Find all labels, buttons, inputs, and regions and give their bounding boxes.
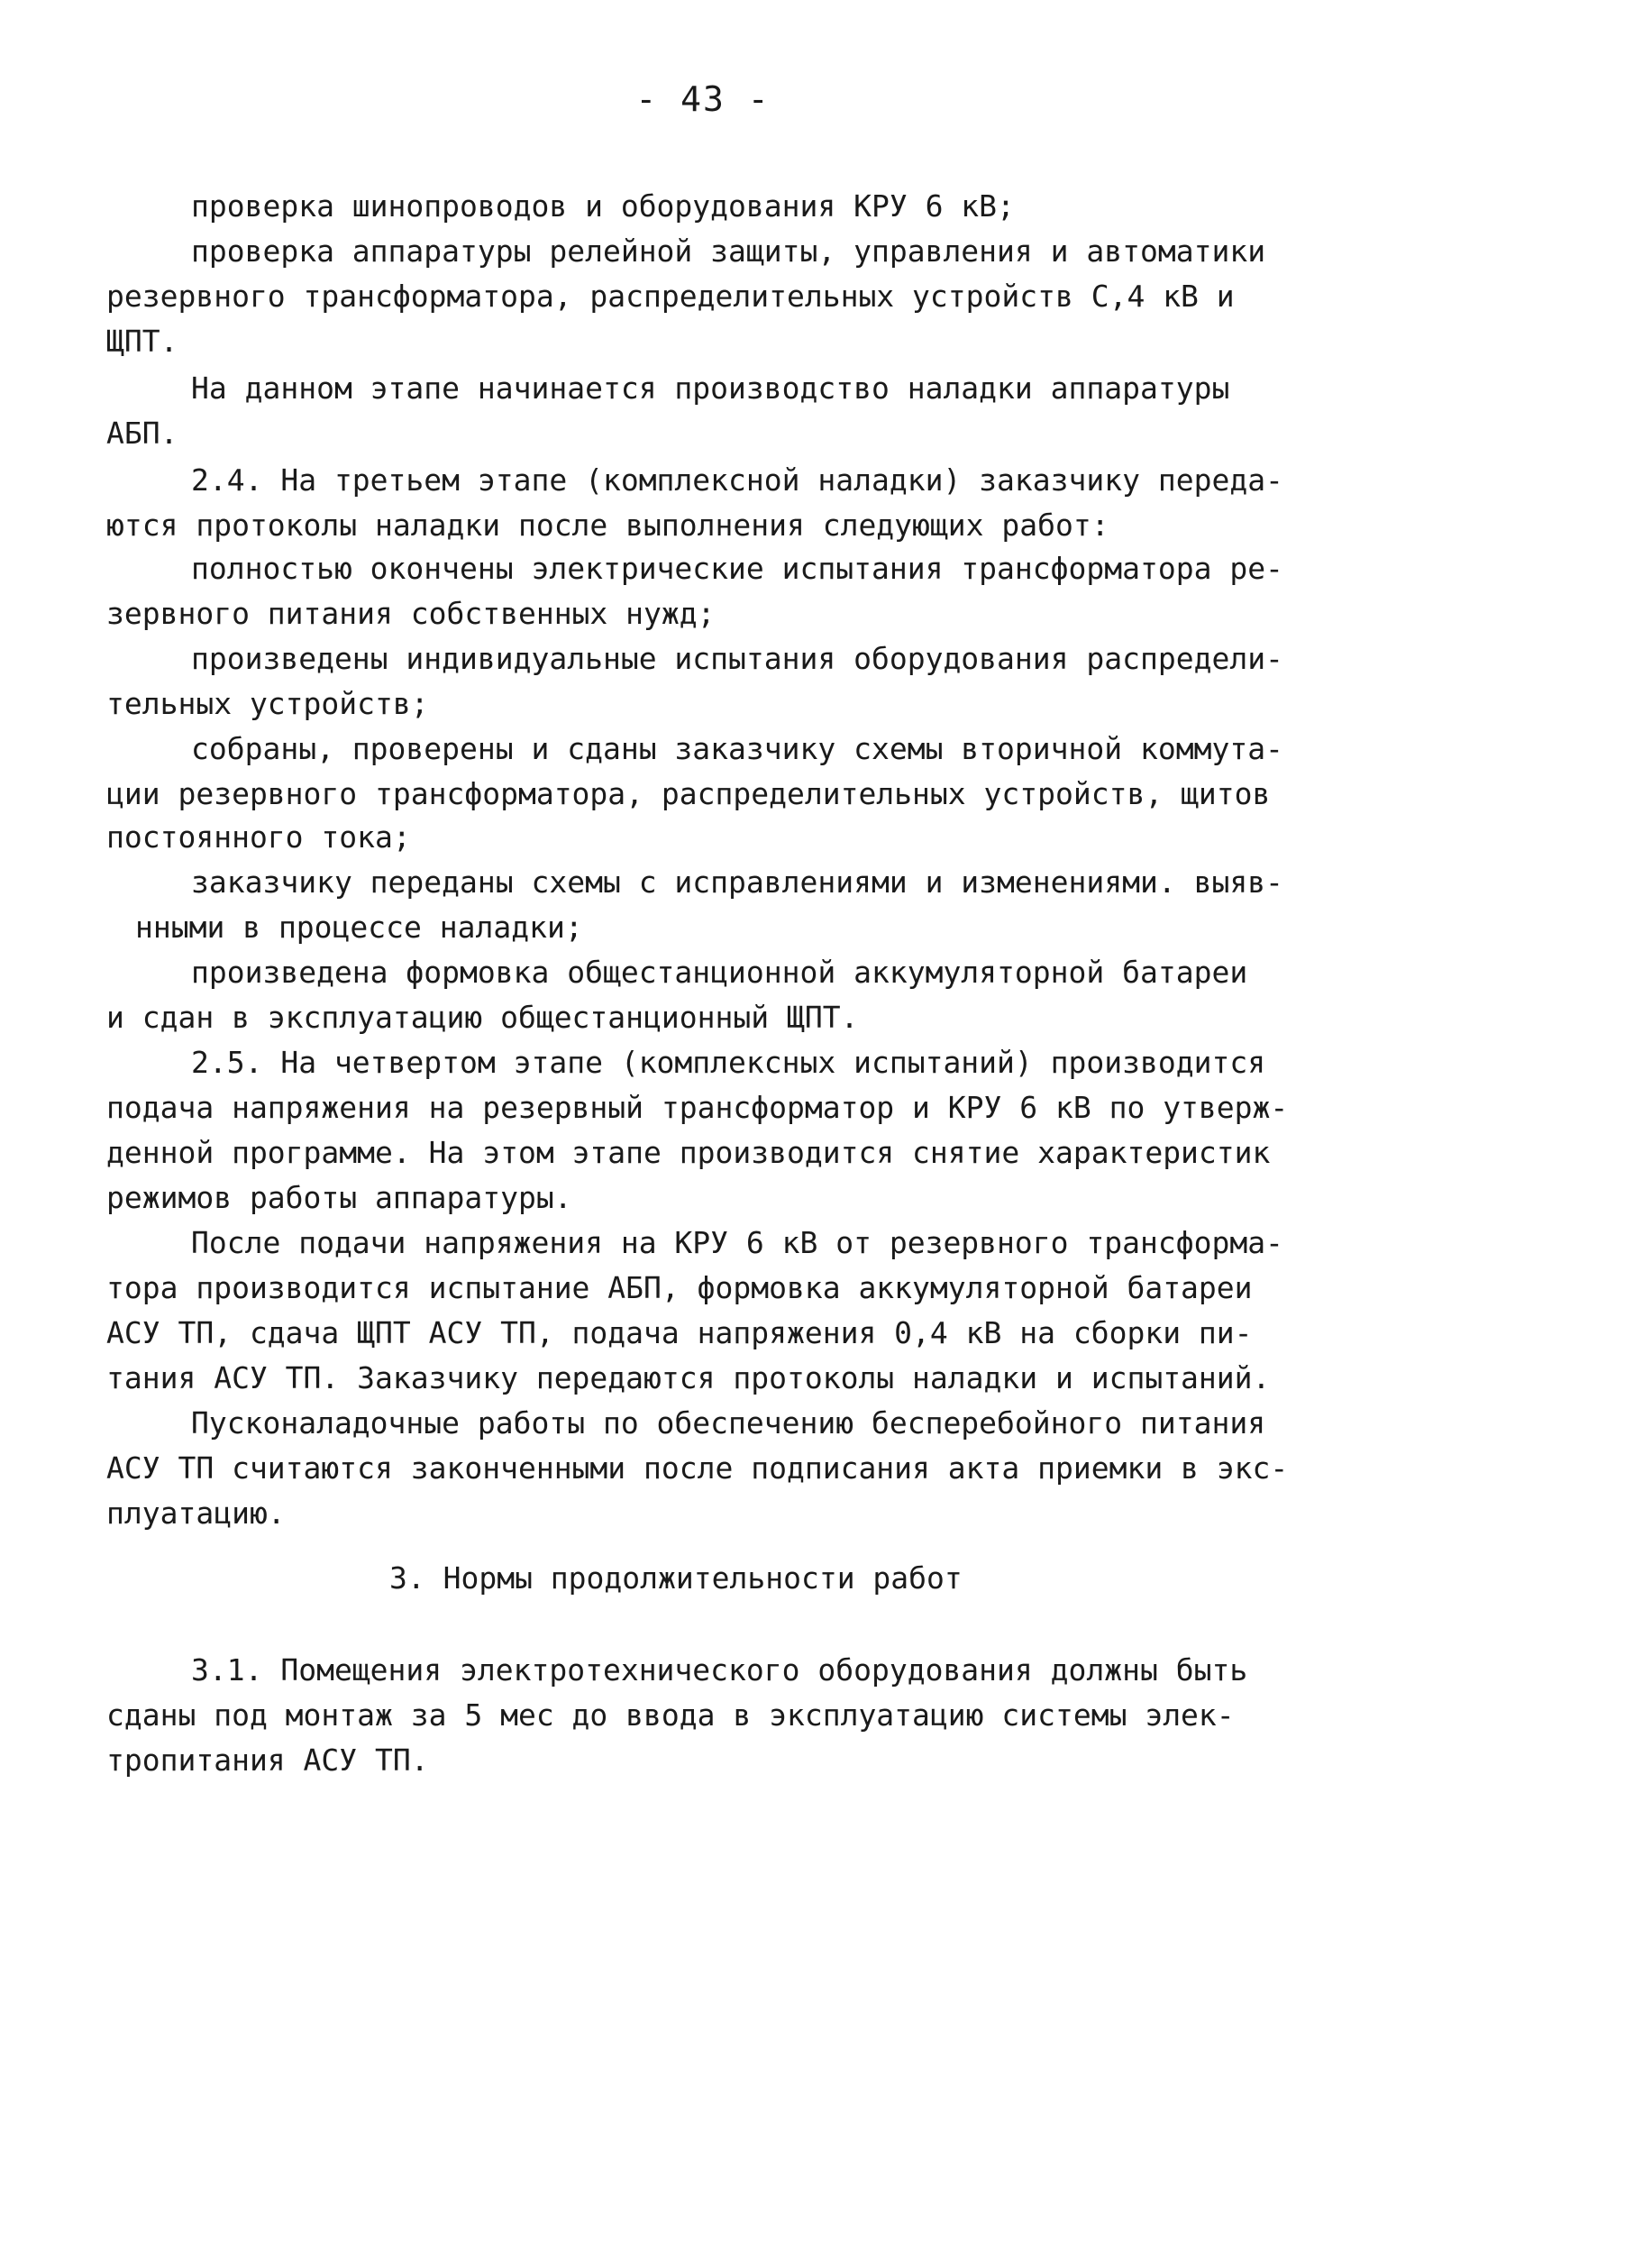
text-line: проверка аппаратуры релейной защиты, управления и автоматики bbox=[191, 233, 1266, 269]
text-line: АСУ ТП считаются законченными после подписания акта приемки в экс- bbox=[106, 1450, 1289, 1486]
text-line: произведены индивидуальные испытания оборудования распредели- bbox=[191, 641, 1283, 676]
text-line: 2.4. На третьем этапе (комплексной наладки) заказчику переда- bbox=[191, 462, 1283, 498]
text-line: резервного трансформатора, распределительных устройств С,4 кВ и bbox=[106, 279, 1235, 314]
text-line: 3.1. Помещения электротехнического оборудования должны быть bbox=[191, 1652, 1248, 1688]
text-line: тропитания АСУ ТП. bbox=[106, 1742, 429, 1778]
page-number: - 43 - bbox=[635, 79, 771, 119]
text-line: собраны, проверены и сданы заказчику схемы вторичной коммута- bbox=[191, 731, 1283, 766]
text-line: постоянного тока; bbox=[106, 819, 411, 855]
text-line: ются протоколы наладки после выполнения следующих работ: bbox=[106, 508, 1109, 543]
text-line: режимов работы аппаратуры. bbox=[106, 1180, 572, 1215]
text-line: тора производится испытание АБП, формовка аккумуляторной батареи bbox=[106, 1270, 1253, 1305]
text-line: ЩПТ. bbox=[106, 324, 178, 359]
text-line: ции резервного трансформатора, распределительных устройств, щитов bbox=[106, 776, 1271, 811]
text-line: и сдан в эксплуатацию общестанционный ЩПТ. bbox=[106, 1000, 859, 1035]
section-heading: 3. Нормы продолжительности работ bbox=[389, 1560, 963, 1596]
text-line: АСУ ТП, сдача ЩПТ АСУ ТП, подача напряжения 0,4 кВ на сборки пи- bbox=[106, 1315, 1253, 1350]
text-line: АБП. bbox=[106, 416, 178, 451]
text-line: 2.5. На четвертом этапе (комплексных испытаний) производится bbox=[191, 1045, 1266, 1080]
text-line: На данном этапе начинается производство наладки аппаратуры bbox=[191, 370, 1230, 406]
text-line: сданы под монтаж за 5 мес до ввода в эксплуатацию системы элек- bbox=[106, 1697, 1235, 1733]
text-line: Пусконаладочные работы по обеспечению бесперебойного питания bbox=[191, 1405, 1266, 1441]
text-line: полностью окончены электрические испытания трансформатора ре- bbox=[191, 551, 1283, 586]
text-line: заказчику переданы схемы с исправлениями и изменениями. выяв- bbox=[191, 864, 1283, 900]
text-line: тания АСУ ТП. Заказчику передаются протоколы наладки и испытаний. bbox=[106, 1360, 1271, 1395]
text-line: подача напряжения на резервный трансформатор и КРУ 6 кВ по утверж- bbox=[106, 1090, 1289, 1125]
text-line: зервного питания собственных нужд; bbox=[106, 596, 716, 631]
text-line: тельных устройств; bbox=[106, 686, 429, 721]
text-line: плуатацию. bbox=[106, 1496, 286, 1531]
text-line: проверка шинопроводов и оборудования КРУ 6 кВ; bbox=[191, 188, 1015, 224]
text-line: денной программе. На этом этапе производится снятие характеристик bbox=[106, 1135, 1271, 1170]
text-line: произведена формовка общестанционной аккумуляторной батареи bbox=[191, 955, 1248, 990]
text-line: После подачи напряжения на КРУ 6 кВ от резервного трансформа- bbox=[191, 1225, 1283, 1260]
text-line: нными в процессе наладки; bbox=[135, 910, 583, 945]
